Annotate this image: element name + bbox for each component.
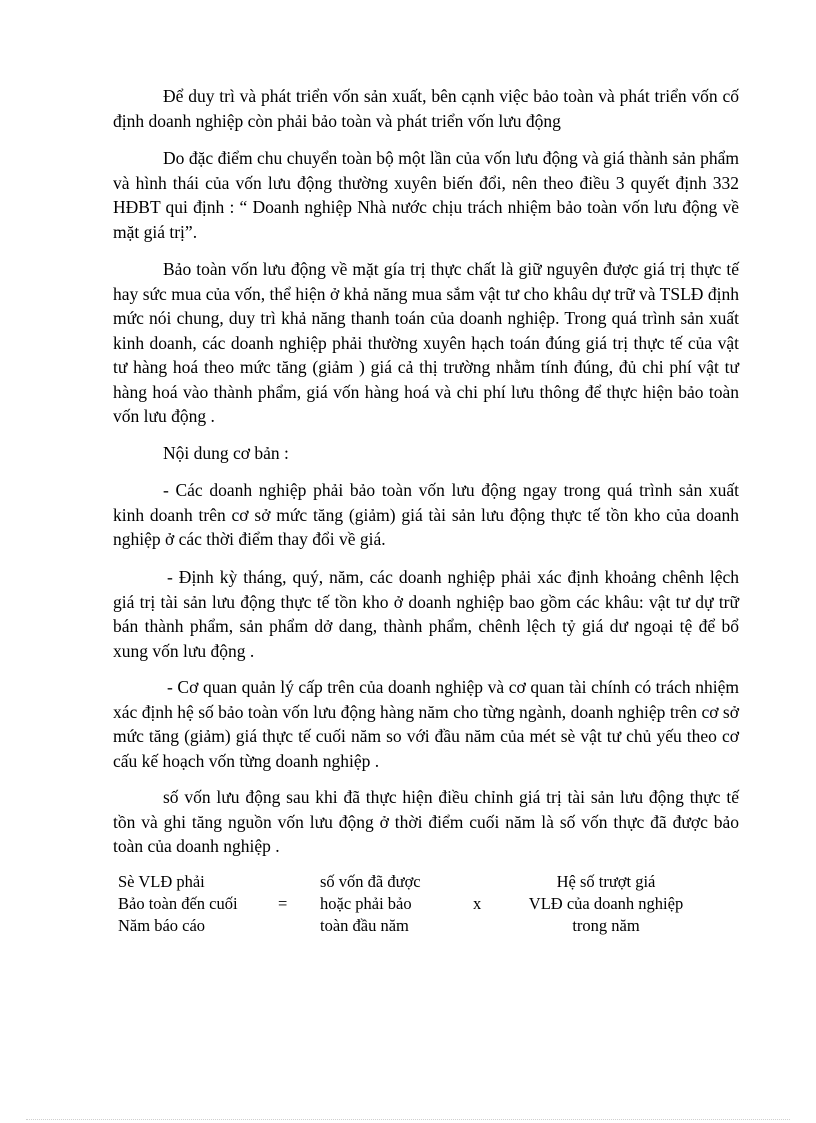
paragraph-4 [113,441,739,466]
formula-right-line-2: VLĐ của doanh nghiệp [528,894,684,913]
paragraph-2-text: Do đặc điểm chu chuyển toàn bộ một lần của vốn lưu động và giá thành sản phẩm và hình thái của vốn lưu động thường xuyên biến đổi, nên theo điều 3 quyết định 332 HĐBT qui định : “ Doanh nghiệp Nhà nước chịu trách nhiệm bảo toàn vốn lưu động về mặt giá trị”. [113,148,739,242]
formula-middle-line-3: toàn đầu năm [320,916,409,935]
paragraph-5 [113,478,739,552]
formula-middle-line-1: số vốn đã được [320,872,421,891]
paragraph-5-text: - Các doanh nghiệp phải bảo toàn vốn lưu động ngay trong quá trình sản xuất kinh doanh trên cơ sở mức tăng (giảm) giá tài sản lưu động thực tế tồn kho của doanh nghiệp ở các thời điểm thay đổi về giá. [113,480,739,549]
paragraph-6 [113,565,739,663]
formula-equals-sign: = [278,894,288,913]
paragraph-2 [113,146,739,244]
formula-left-term [118,871,238,937]
formula-right-line-3: trong năm [572,916,640,935]
formula-times-sign: x [473,894,482,913]
paragraph-7 [113,675,739,773]
paragraph-3-text: Bảo toàn vốn lưu động về mặt gía trị thực chất là giữ nguyên được giá trị thực tế hay sức mua của vốn, thể hiện ở khả năng mua sắm vật tư cho khâu dự trữ và TSLĐ định mức nói chung, duy trì khả năng thanh toán của doanh nghiệp. Trong quá trình sản xuất kinh doanh, các doanh nghiệp phải thường xuyên hạch toán đúng giá trị thực tế của vật tư hàng hoá theo mức tăng (giảm ) giá cả thị trường nhằm tính đúng, đủ chi phí vật tư hàng hoá vào thành phẩm, giá vốn hàng hoá và chi phí lưu thông để thực hiện bảo toàn vốn lưu động . [113,259,739,426]
formula-left-line-3: Năm báo cáo [118,916,206,935]
paragraph-8 [113,785,739,859]
formula-middle-line-2: hoặc phải bảo [320,894,412,913]
page-bottom-divider [26,1119,790,1120]
paragraph-4-text: Nội dung cơ bản : [163,443,289,463]
formula-middle-term [320,871,421,937]
paragraph-1 [113,84,739,133]
formula-right-line-1: Hệ số trượt giá [556,872,656,891]
formula-right-term [512,871,700,937]
paragraph-7-text: - Cơ quan quản lý cấp trên của doanh nghiệp và cơ quan tài chính có trách nhiệm xác định hệ số bảo toàn vốn lưu động hàng năm cho từng ngành, doanh nghiệp trên cơ sở mức tăng (giảm) giá thực tế cuối năm so với đầu năm của mét sè vật tư chủ yếu theo cơ cấu kế hoạch vốn từng doanh nghiệp . [113,677,739,771]
paragraph-3 [113,257,739,429]
formula-left-line-1: Sè VLĐ phải [118,872,205,891]
formula [0,871,816,941]
paragraph-1-text: Để duy trì và phát triển vốn sản xuất, bên cạnh việc bảo toàn và phát triển vốn cố định doanh nghiệp còn phải bảo toàn và phát triển vốn lưu động [113,86,739,131]
paragraph-6-text: - Định kỳ tháng, quý, năm, các doanh nghiệp phải xác định khoảng chênh lệch giá trị tài sản lưu động thực tế tồn kho ở doanh nghiệp bao gồm các khâu: vật tư dự trữ bán thành phẩm, sản phẩm dở dang, thành phẩm, chênh lệch tỷ giá dư ngoại tệ để bổ xung vốn lưu động . [113,567,739,661]
paragraph-8-text: số vốn lưu động sau khi đã thực hiện điều chỉnh giá trị tài sản lưu động thực tế tồn và ghi tăng nguồn vốn lưu động ở thời điểm cuối năm là số vốn thực đã được bảo toàn của doanh nghiệp . [113,787,739,856]
formula-left-line-2: Bảo toàn đến cuối [118,894,238,913]
